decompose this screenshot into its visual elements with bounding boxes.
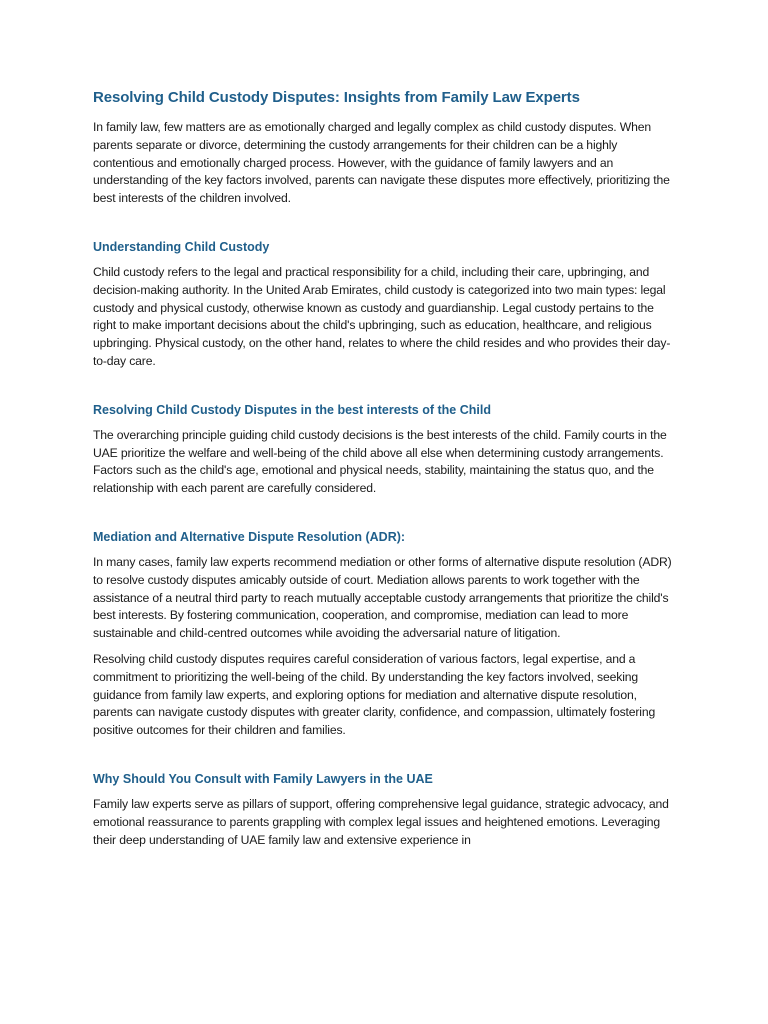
intro-paragraph: In family law, few matters are as emotionally charged and legally complex as child custody disputes. When parents separate or divorce, determining the custody arrangements for their children can be a highly contentious and emotionally charged process. However, with the guidance of family lawyers and an understanding of the key factors involved, parents can navigate these disputes more effectively, prioritizing the best interests of the children involved.: [93, 120, 670, 206]
section-understanding-child-custody: [93, 238, 678, 371]
section-heading: Mediation and Alternative Dispute Resolution (ADR):: [93, 529, 406, 544]
document-page: [93, 88, 678, 849]
section-paragraph: The overarching principle guiding child custody decisions is the best interests of the child. Family courts in the UAE prioritize the welfare and well-being of the child above all else when determining custody arrangements. Factors such as the child's age, emotional and physical needs, stability, maintaining the status quo, and the relationship with each parent are carefully considered.: [93, 427, 667, 496]
section-heading: Why Should You Consult with Family Lawyers in the UAE: [93, 771, 433, 786]
section-heading: Understanding Child Custody: [93, 239, 270, 254]
section-best-interests: [93, 401, 678, 498]
section-paragraph: Family law experts serve as pillars of support, offering comprehensive legal guidance, strategic advocacy, and emotional reassurance to parents grappling with complex legal issues and heightened emotions. Leveraging their deep understanding of UAE family law and extensive experience in: [93, 796, 669, 847]
section-paragraph: In many cases, family law experts recommend mediation or other forms of alternative dispute resolution (ADR) to resolve custody disputes amicably outside of court. Mediation allows parents to work together with the assistance of a neutral third party to reach mutually acceptable custody arrangements that prioritize the child's best interests. By fostering communication, cooperation, and compromise, mediation can lead to more sustainable and child-centred outcomes while avoiding the adversarial nature of litigation.: [93, 554, 672, 641]
document-title: Resolving Child Custody Disputes: Insights from Family Law Experts: [93, 89, 580, 106]
section-why-consult: [93, 770, 678, 849]
section-paragraph: Child custody refers to the legal and practical responsibility for a child, including their care, upbringing, and decision-making authority. In the United Arab Emirates, child custody is categorized into two main types: legal custody and physical custody, otherwise known as custody and guardianship. Legal custody pertains to the right to make important decisions about the child's upbringing, such as education, healthcare, and religious upbringing. Physical custody, on the other hand, relates to where the child resides and who provides their day-to-day care.: [93, 264, 671, 368]
section-paragraph: Resolving child custody disputes requires careful consideration of various factors, legal expertise, and a commitment to prioritizing the well-being of the child. By understanding the key factors involved, seeking guidance from family law experts, and exploring options for mediation and alternative dispute resolution, parents can navigate custody disputes with greater clarity, confidence, and compassion, ultimately fostering positive outcomes for their children and families.: [93, 651, 656, 738]
section-heading: Resolving Child Custody Disputes in the best interests of the Child: [93, 402, 491, 417]
section-mediation-adr: [93, 528, 678, 740]
